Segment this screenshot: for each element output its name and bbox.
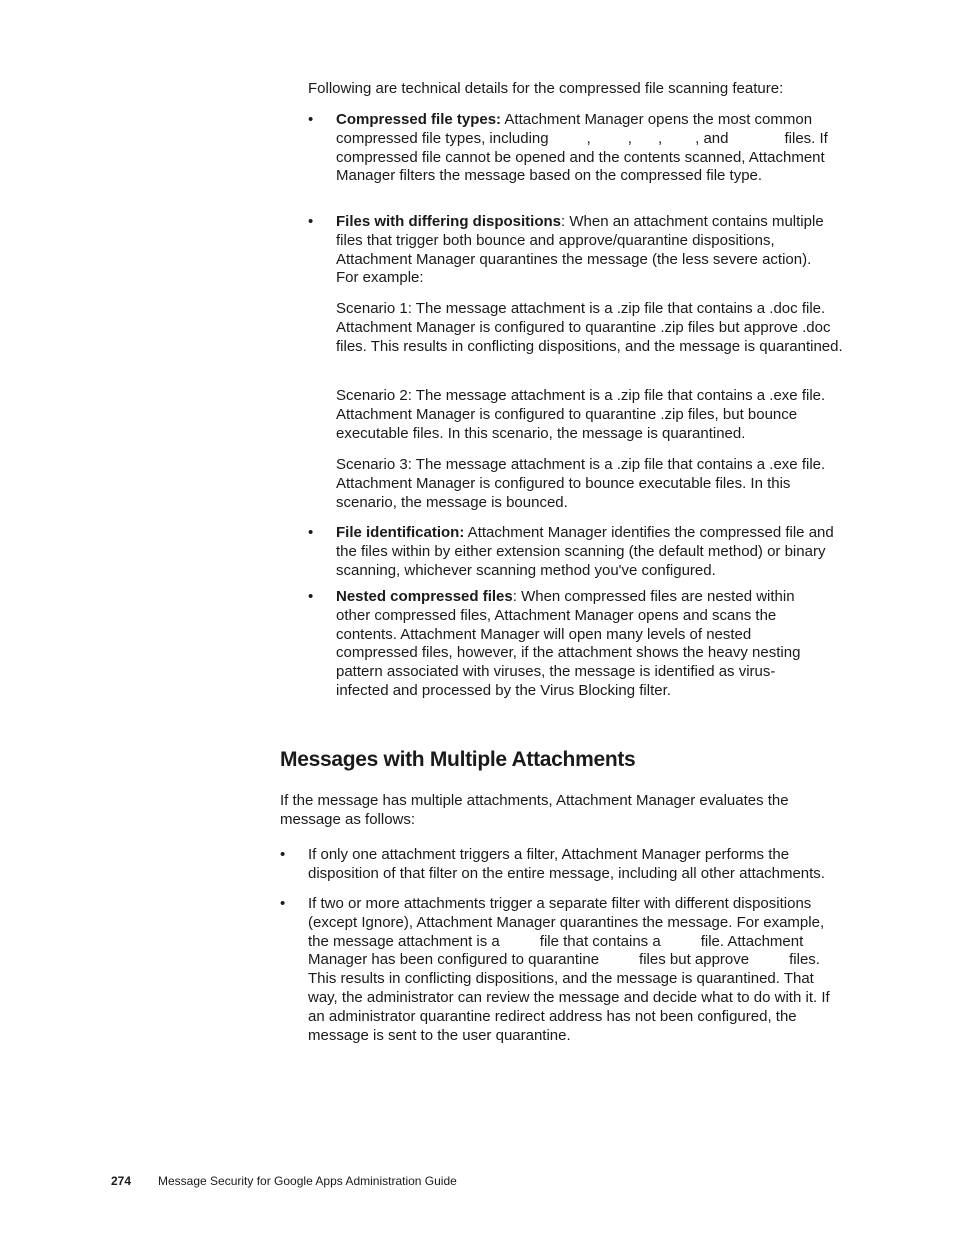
scenario-3: Scenario 3: The message attachment is a .zip file that contains a .exe file. Attachment Manager is configured to bounce executable files. In this scenario, the message is bounced.	[336, 456, 826, 511]
section-intro: If the message has multiple attachments, Attachment Manager evaluates the message as follows:	[280, 792, 789, 828]
bullet-marker: •	[308, 111, 314, 128]
bullet-marker: •	[308, 524, 314, 541]
item-label: File identification:	[336, 524, 465, 541]
scenario-1: Scenario 1: The message attachment is a .zip file that contains a .doc file. Attachment Manager is configured to quarantine .zip files but approve .doc files. This results in conflicting dispositions, and the message is quarantined.	[336, 300, 843, 355]
bullet-marker: •	[308, 213, 314, 230]
bullet-marker: •	[280, 895, 286, 912]
item-separator: ,	[657, 129, 663, 147]
item-label: Compressed file types:	[336, 111, 502, 128]
item-text: file. Attachment Manager has been configured to quarantine	[308, 932, 804, 969]
list-item-nested-compressed-files	[336, 588, 826, 701]
item-label: Nested compressed files	[336, 588, 513, 605]
list-item-file-identification	[336, 524, 836, 580]
item-text: : When compressed files are nested within other compressed files, Attachment Manager opens and scans the contents. Attachment Manager will open many levels of nested compressed files, however, if the attachment shows the heavy nesting pattern associated with viruses, the message is identified as virus-infected and processed by the Virus Blocking filter.	[336, 588, 801, 699]
scenario-2: Scenario 2: The message attachment is a .zip file that contains a .exe file. Attachment Manager is configured to quarantine .zip files, but bounce executable files. In this scenario, the message is quarantined.	[336, 387, 826, 442]
item-text: files. This results in conflicting dispositions, and the message is quarantined. That way, the administrator can review the message and decide what to do with it. If an administrator quarantine redirect address has not been configured, the message is sent to the user quarantine.	[308, 951, 830, 1044]
section-bullet-multiple-attachments	[308, 895, 843, 1045]
item-text: Attachment Manager opens the most common compressed file types, including	[336, 111, 813, 147]
item-text: file that contains a	[539, 932, 661, 950]
section-heading: Messages with Multiple Attachments	[280, 748, 636, 771]
item-text: Attachment Manager identifies the compressed file and the files within by either extension scanning (the default method) or binary scanning, whichever scanning method you've configured.	[336, 524, 834, 579]
intro-paragraph: Following are technical details for the compressed file scanning feature:	[308, 80, 784, 97]
item-label: Files with differing dispositions	[336, 213, 562, 230]
item-separator: ,	[586, 129, 591, 147]
item-separator: , and	[695, 129, 729, 147]
item-separator: ,	[627, 129, 632, 147]
item-text: files but approve	[639, 951, 750, 969]
footer-title: Message Security for Google Apps Administration Guide	[158, 1174, 457, 1188]
item-text: : When an attachment contains multiple files that trigger both bounce and approve/quarantine dispositions, Attachment Manager quarantines the message (the less severe action). For example:	[336, 213, 824, 287]
section-bullet-single-attachment: If only one attachment triggers a filter, Attachment Manager performs the disposition of that filter on the entire message, including all other attachments.	[308, 846, 825, 882]
item-text: files. If compressed file cannot be opened and the contents scanned, Attachment Manager filters the message based on the compressed file type.	[336, 129, 828, 185]
list-item-compressed-file-types	[336, 111, 841, 186]
bullet-marker: •	[280, 846, 286, 863]
list-item-differing-dispositions	[336, 213, 826, 288]
bullet-marker: •	[308, 588, 314, 605]
item-text: If two or more attachments trigger a separate filter with different dispositions (except Ignore), Attachment Manager quarantines the message. For example, the message attachment is a	[308, 895, 825, 950]
page-number: 274	[111, 1174, 132, 1188]
